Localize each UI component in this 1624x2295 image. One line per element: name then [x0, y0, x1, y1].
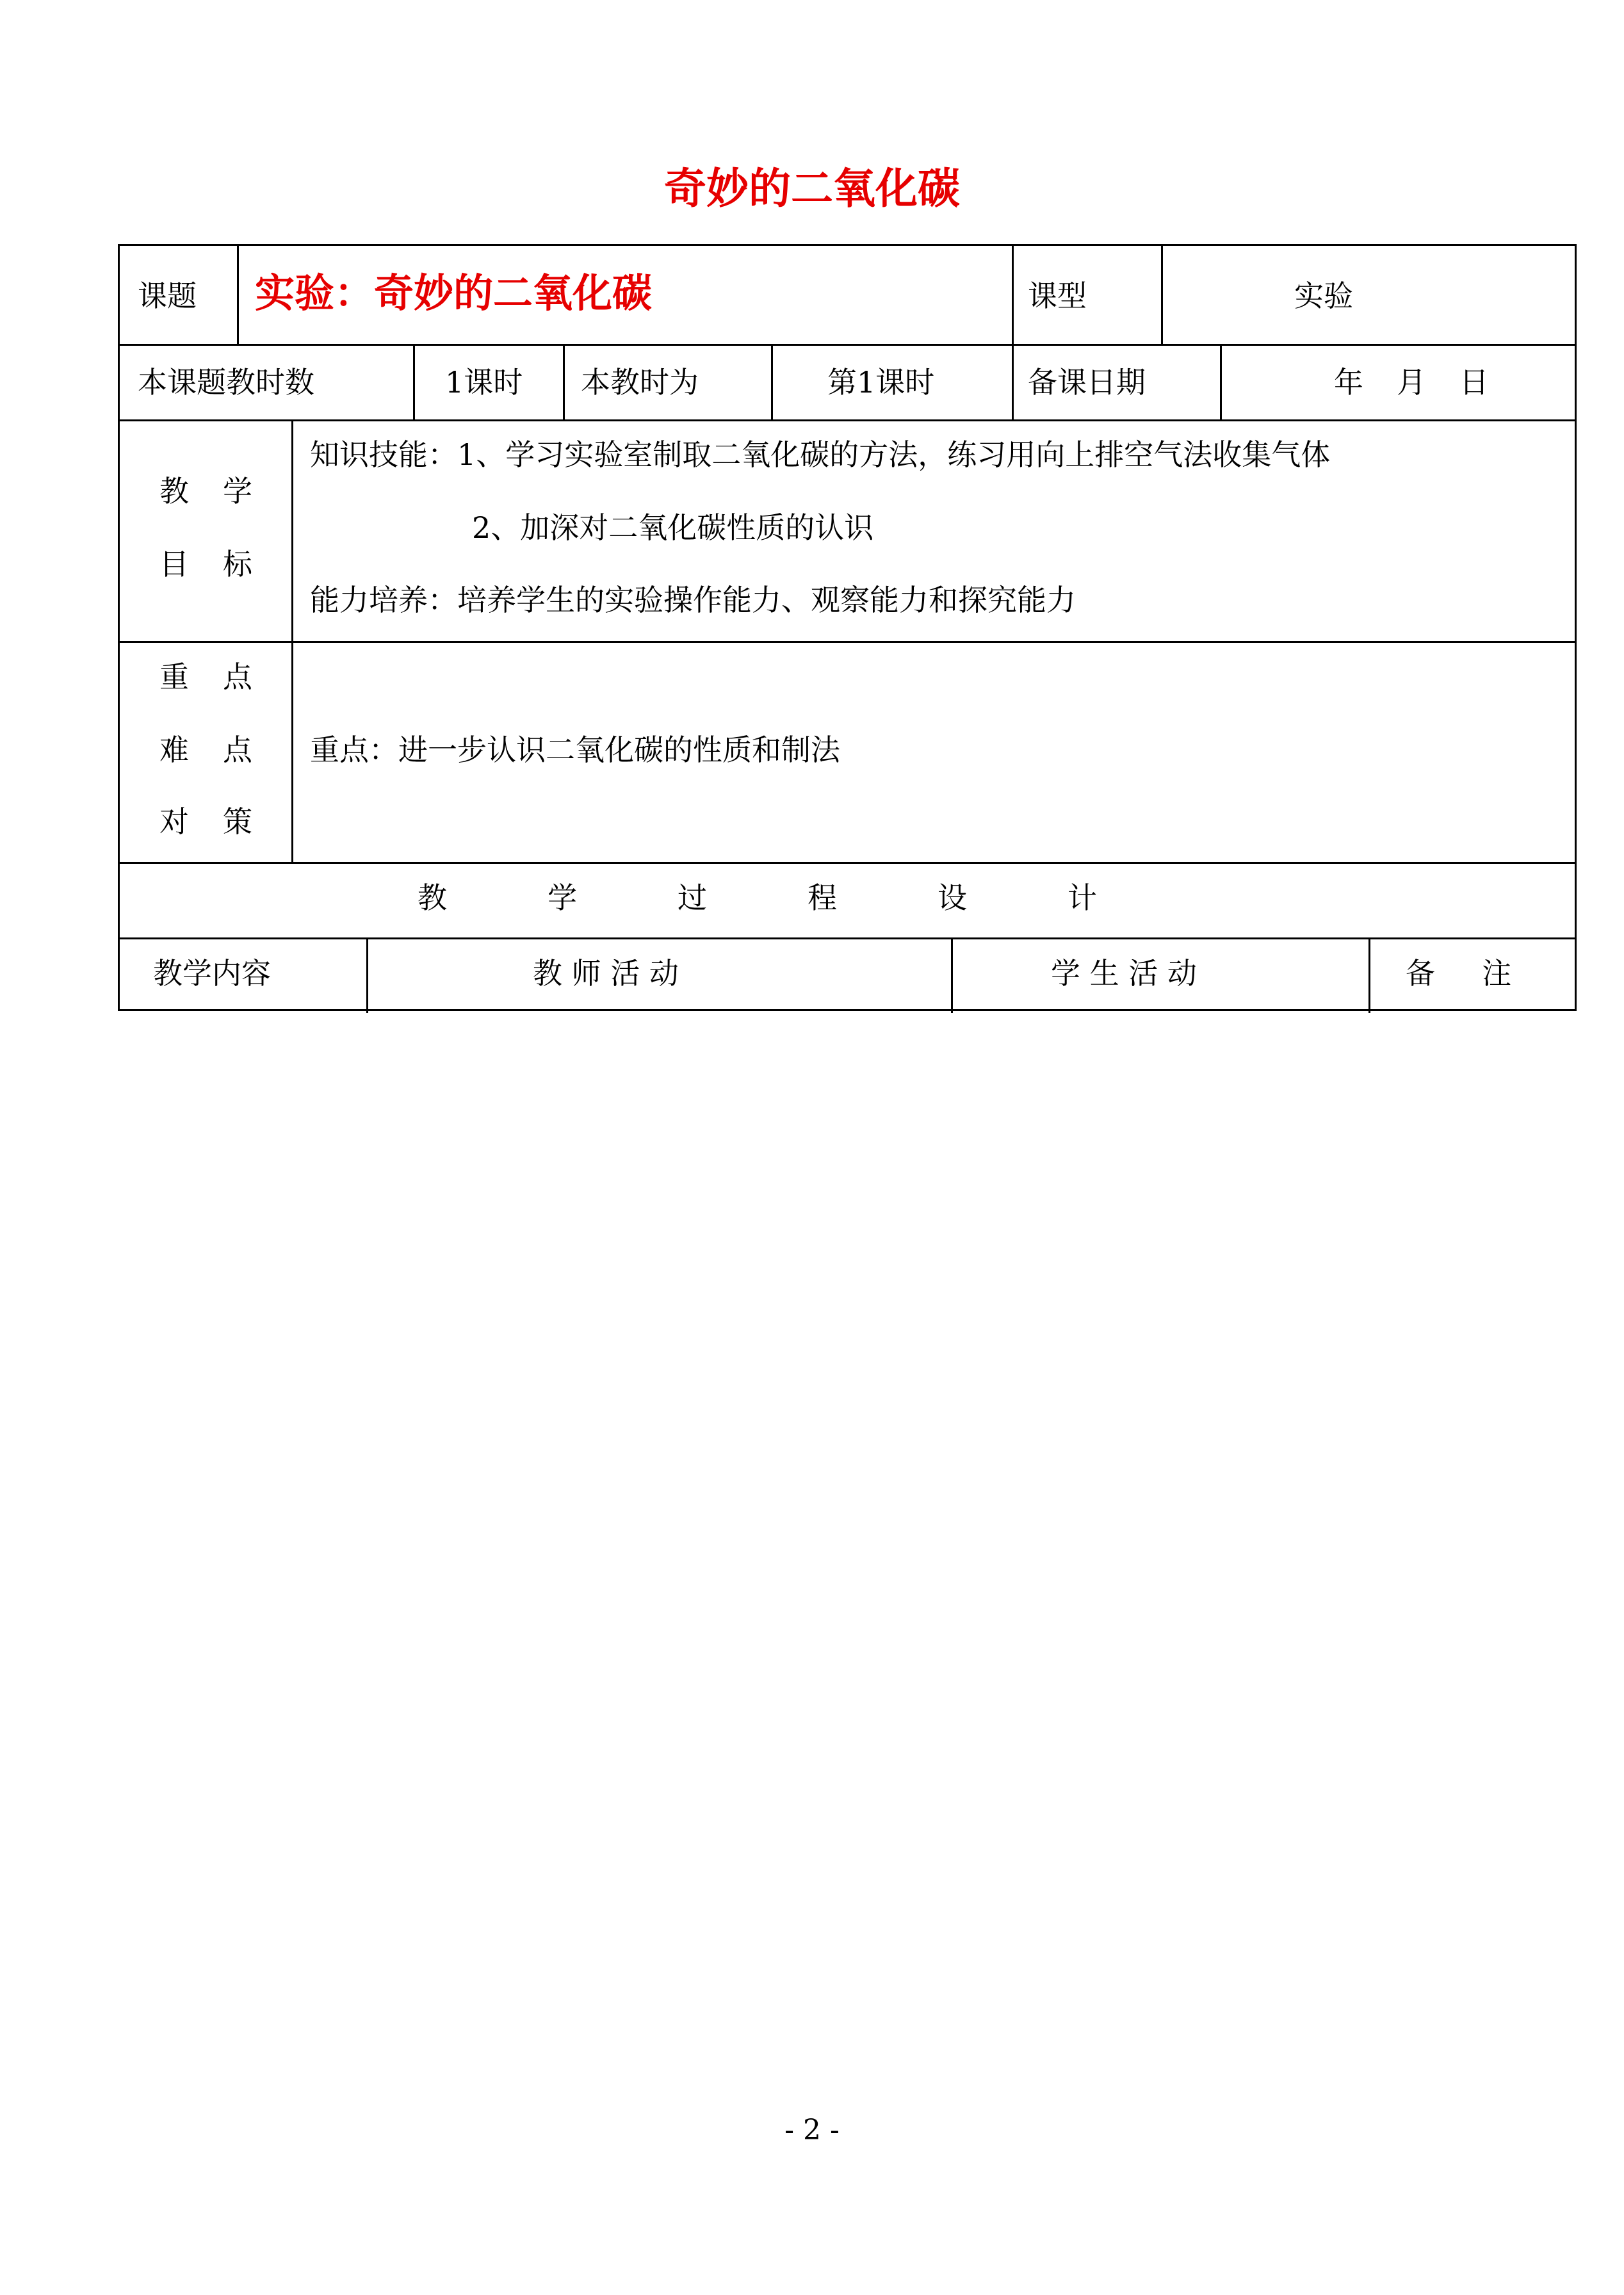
- row-divider: [120, 344, 1575, 346]
- col-divider: [1161, 246, 1163, 344]
- total-hours-label: 本课题教时数: [138, 365, 314, 400]
- column-header-teacher: 教 师 活 动: [533, 956, 679, 991]
- col-divider: [1368, 937, 1370, 1013]
- process-header-char: 程: [808, 880, 837, 915]
- total-hours-value: 1课时: [445, 365, 523, 400]
- row-divider: [120, 937, 1575, 939]
- process-header-char: 计: [1068, 880, 1097, 915]
- col-divider: [1220, 344, 1222, 419]
- prep-date-label: 备课日期: [1028, 365, 1146, 400]
- prep-date-year: 年: [1334, 365, 1363, 400]
- keypoints-label-char: 策: [223, 804, 252, 839]
- col-divider: [563, 344, 565, 419]
- objective-knowledge: 知识技能：1、学习实验室制取二氧化碳的方法，练习用向上排空气法收集气体: [310, 437, 1331, 472]
- prep-date-month: 月: [1397, 365, 1426, 400]
- process-header-char: 设: [938, 880, 967, 915]
- column-header-content: 教学内容: [153, 956, 271, 991]
- keypoints-label-char: 对: [159, 804, 189, 839]
- col-divider: [237, 246, 239, 344]
- objectives-label-char: 标: [223, 547, 252, 581]
- column-header-student: 学 生 活 动: [1051, 956, 1197, 991]
- lesson-type-value: 实验: [1294, 279, 1353, 313]
- current-hour-label: 本教时为: [581, 365, 699, 400]
- objectives-label-char: 目: [159, 547, 189, 581]
- col-divider: [1012, 344, 1014, 419]
- row-divider: [120, 862, 1575, 864]
- keypoints-label-char: 点: [223, 733, 252, 767]
- topic-label: 课题: [138, 279, 197, 313]
- col-divider: [951, 937, 953, 1013]
- col-divider: [291, 419, 293, 862]
- objectives-label-char: 学: [223, 474, 252, 508]
- prep-date-day: 日: [1459, 365, 1489, 400]
- lesson-plan-table: [118, 244, 1577, 1011]
- keypoints-label-char: 重: [159, 660, 189, 694]
- col-divider: [366, 937, 368, 1013]
- page-number: - 2 -: [784, 2114, 840, 2146]
- topic-value: 实验：奇妙的二氧化碳: [255, 270, 653, 316]
- lesson-type-label: 课型: [1028, 279, 1087, 313]
- keypoints-text: 重点：进一步认识二氧化碳的性质和制法: [310, 733, 840, 767]
- process-header-char: 教: [418, 880, 447, 915]
- process-header-char: 过: [678, 880, 707, 915]
- keypoints-label-char: 难: [159, 733, 189, 767]
- keypoints-label-char: 点: [223, 660, 252, 694]
- objective-ability: 能力培养：培养学生的实验操作能力、观察能力和探究能力: [310, 583, 1076, 617]
- row-divider: [120, 419, 1575, 421]
- col-divider: [1012, 246, 1014, 344]
- objectives-label-char: 教: [159, 474, 189, 508]
- column-header-notes: 备 注: [1406, 956, 1512, 991]
- objective-knowledge-2: 2、加深对二氧化碳性质的认识: [472, 510, 874, 545]
- document-title: 奇妙的二氧化碳: [664, 164, 960, 213]
- process-header-char: 学: [548, 880, 577, 915]
- col-divider: [413, 344, 415, 419]
- current-hour-value: 第1课时: [827, 365, 935, 400]
- row-divider: [120, 641, 1575, 643]
- col-divider: [771, 344, 773, 419]
